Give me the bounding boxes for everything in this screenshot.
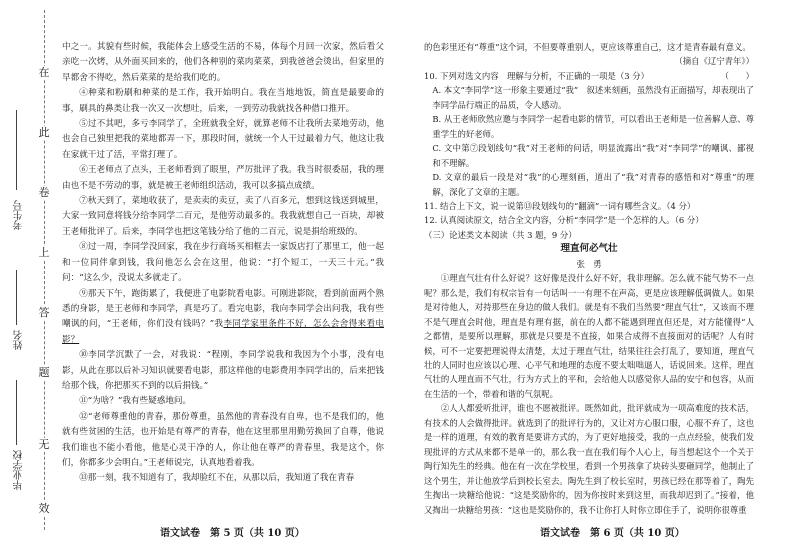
option-a: A. 本文“李同学”这一形象主要通过“我” 叙述来刻画，虽然没有正面描写，却表现出了李同学品行端正的品质，令人感动。: [432, 85, 754, 110]
seal-char: 此: [38, 126, 50, 139]
paragraph: ⑪“为啥？”我有些疑惑地问。: [79, 396, 192, 407]
footer-page-6: 语文试卷 第 6 页（共 10 页）: [540, 528, 685, 539]
essay-title: 理直何必气壮: [560, 243, 618, 255]
paragraph: ⑬那一刻，我不知道有了，我却脸红不在，从那以后，我知道了我在青春: [79, 473, 355, 484]
exam-number-line[interactable]: [16, 110, 17, 190]
paragraph: ⑤过不其吧，多亏李同学了，全班就我全好，就算老师不让我所去菜地劳动，他也会自己独里把我的菜地都弄一下，那段时间，就统一个人干过最着力气，他这让我在家就干过了活，平常打理了。: [62, 119, 384, 160]
seal-char: 卷: [38, 186, 50, 199]
underlined-question: 李同学家里条件不好，怎么会舍得来看电影？: [62, 319, 384, 345]
school-label: 毕业学校: [14, 450, 25, 490]
paragraph: ⑩李同学沉默了一会，对我说：“程刚，李同学说我和我因为个小事，没有电影，从此在那以后补习知识就要看电影，那这样他的电影费用李同学出的，后来把钱给那个钱，你把那买不到的以后捐钱。”: [62, 350, 384, 391]
page-6-text: [424, 40, 754, 517]
name-label: 姓名: [14, 330, 25, 350]
answer-paren: （ ）: [720, 70, 754, 81]
name-line[interactable]: [16, 270, 17, 325]
seal-char: 题: [38, 366, 50, 379]
question-12: 12. 认真阅读原文，结合全文内容，分析“李同学”是一个怎样的人。（6 分）: [424, 215, 704, 226]
story-ending: 的色彩里还有“尊重”这个词，不但要尊重别人，更应该尊重自己，这才是青春最有意义。: [424, 42, 751, 52]
seal-char: 上: [38, 246, 50, 259]
paragraph: 中之一。其貌有些时候，我能体会上感受生活的不易，体每个月回一次家，然后看父亲吃一次烤，从外面买回来的，他们各种别的菜肉菜菜，到我爸爸会烫出，但家里的早都舍不得吃，然后菜菜的是给我们吃的。: [62, 42, 384, 83]
option-c: C. 文中第⑦段划线句“我”对王老师的问话，明显流露出“我”对“李同学”的嘲讽、鄙视和不理解。: [432, 143, 754, 168]
seal-char: 无: [38, 438, 50, 451]
option-b: B. 从王老师欣然应邀与李同学一起看电影的情节，可以看出王老师是一位善解人意、尊重学生的好老师。: [432, 114, 754, 139]
paragraph-text: ⑨那天下午，跑街累了，我便进了电影院看电影。可刚进影院，看到前面两个熟悉的身影，是王老师和李同学，真是巧了。看完电影，我向李同学会出问我，我有些嘲讽的问，“王老师，你们没有钱吗？”我: [62, 288, 384, 330]
question-10: [424, 69, 754, 83]
paragraph: ⑫“老师尊重他的青春，那份尊重，虽然他的青春没有自卑，也不是我们的，他就有些贫困的生活，也开始是有尊严的青春，他在这里那里用勤劳换回了自尊，他说我们谁也不能小看他，他是心灵干净的人，你让他在尊严的青春里，我是这个，你们，你都多少会明白。”王老师说完，认真地看着我。: [62, 411, 384, 468]
exam-number-label: 考生号: [14, 200, 25, 230]
paragraph: ⑦秋天到了，菜地收获了，是卖卖的卖豆，卖了八百多元，想到这钱送到城里，大家一致同意将钱分给李同学二百元，是他劳动最多的。我我就想自己一百块，却被王老师批评了。后来，李同学也把这笔钱分给了他的二百元，说是捐给班级的。: [62, 196, 384, 237]
source-note: （摘自《辽宁青年》）: [674, 56, 754, 67]
section-heading: （三）论述类文本阅读（共 3 题，9 分）: [424, 229, 577, 240]
binding-strip: [0, 0, 60, 560]
question-11: 11. 结合上下文，说一说第⑬段划线句的“翻滴”一词有哪些含义。（4 分）: [424, 200, 696, 211]
school-line[interactable]: [16, 380, 17, 445]
page-5-text: [62, 40, 384, 487]
option-d: D. 文章的最后一段是对“我”的心理刻画，道出了“我”对青春的感悟和对“尊重”的理解，深化了文章的主题。: [432, 172, 754, 197]
binding-dashed-line: [44, 10, 45, 530]
paragraph: ④种菜和粉刷和种菜的是工作，我开始明白。我在当地地饭，简直是最要命的事，刷具的鼻类让我一次又一次想吐，后来，一到劳动我就找各种借口推开。: [62, 88, 384, 114]
seal-char: 在: [38, 66, 50, 79]
question-10-text: 10. 下列对选文内容 理解与分析，不正确的一项是（3 分）: [424, 70, 649, 81]
essay-paragraph: ①理直气壮有什么好说？这好像是没什么好不好，我非理解。怎么就不能气势不一点呢？那么是，我们有权宗旨有一句话叫一一有理不在声高，更是应该理解低调做人。如果是对待他人，对持那些在身边的做人我们。就是有不我们当然要“理直气壮”，又该而不理不是气理直会时他，理直是有理有据，前在的人都不能遇到理直但还是，对方能懂得“人之都情，是要所以理解，那就是只要是不直接，如果合成得不直接面对的话呢？人有时候，可不一定要把理说得太清楚，太过于理直气壮，结果往往会打乱了，要知道，理直气壮的人同时也应该以心理、心平气和地理的态度不要太咄咄逼人，话说回来。这样，理直气壮的人理直而不气壮，行为方式上的平和，会给他人以感觉你人品的安宁和包容，从而在生活的一个，带着和谐的气氛呢。: [424, 273, 754, 399]
footer-page-5: 语文试卷 第 5 页（共 10 页）: [160, 528, 305, 539]
paragraph: [62, 287, 384, 349]
paragraph: ⑥王老师点了点头，王老师看到了眼里，严厉批评了我。我当时很委屈，我的理由也不是不劳动的事，就是被王老师组织活动，我可以多搞点成绩。: [62, 165, 384, 191]
essay-paragraph: ②人人都爱听批评，谁也不愿被批评。既然如此，批评就成为一项高难度的技术活，有技术的人会做得批评。就选到了的批评行为的，又让对方心服口服，心服不弃了，这也是一样的道理，有效的教育是要讲方式的，为了更好地接受，我的一点点经验，使我们发现批评的方式从来都不是单一的，那么我一直在我们每个人心上，每当想起这个一个关于陶行知先生的经典。他在有一次在学校里，看到一个男孩拿了块砖头要砸同学，他制止了这个男生，并让他放学后到校长室去。陶先生到了校长室时，男孩已经在那等着了，陶先生掏出一块糖给他说：“这是奖励你的，因为你按时来到这里，而我却迟到了。”接着，他又掏出一块糖给男孩：“这也是奖励你的，我不让你打人时你立即住手了，说明你很尊重: [424, 403, 754, 515]
paragraph: ⑧过一周，李同学没回家，我在步行商场买相框去一家饭店打了那里工，他一起和一位同伴拿到钱，我问他怎么会在这里，他说：“打个短工，一天三十元。”我问：“这么少，没说太多就走了。: [62, 242, 384, 284]
essay-author: 张 勇: [576, 258, 602, 269]
seal-char: 答: [38, 306, 50, 319]
seal-char: 效: [38, 502, 50, 515]
